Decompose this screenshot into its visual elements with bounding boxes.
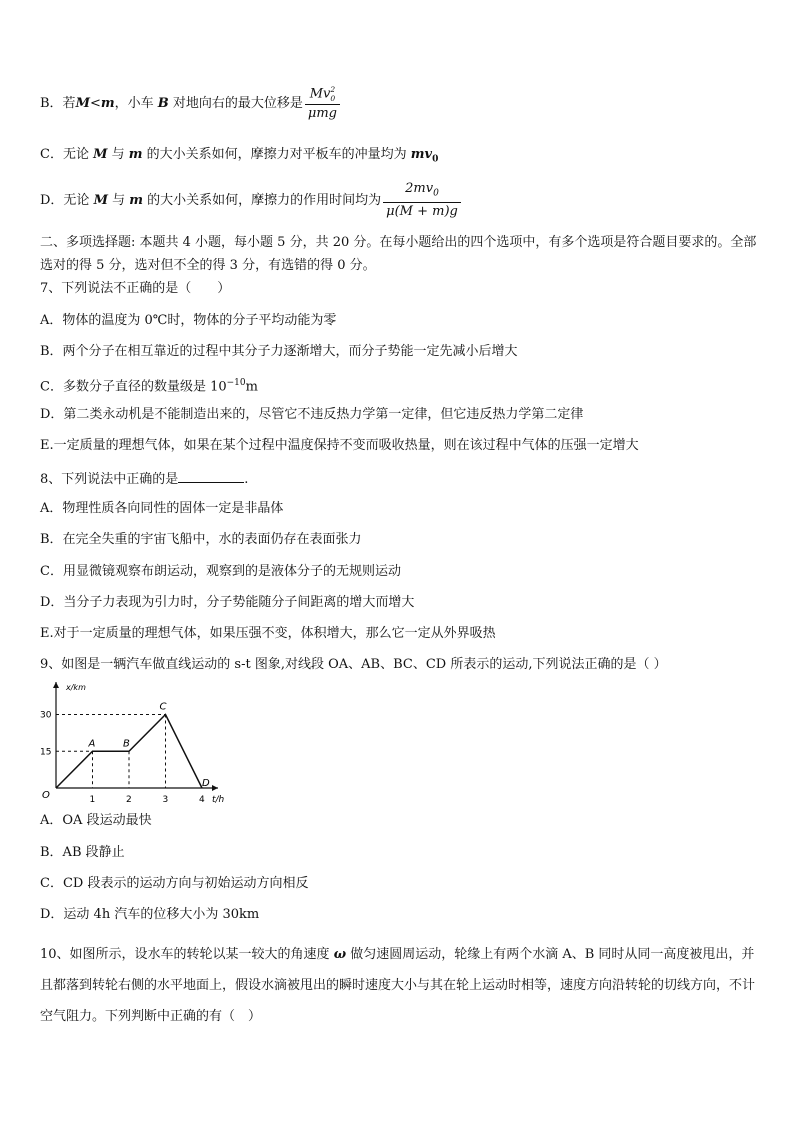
q9-option-c: C．CD 段表示的运动方向与初始运动方向相反 [40, 876, 309, 891]
q7-option-d: D．第二类永动机是不能制造出来的，尽管它不违反热力学第一定律，但它违反热力学第二定律 [40, 407, 584, 422]
var-M: M [93, 147, 108, 162]
frac-b-sup: 2 [330, 85, 336, 94]
y-tick-label: 30 [40, 710, 52, 721]
x-axis-label: t/h [212, 795, 225, 804]
q7-option-c [40, 375, 258, 395]
option-d-prefix: D．无论 [40, 193, 94, 208]
frac-b-den: μmg [307, 106, 338, 121]
option-b-prefix: B．若 [40, 96, 76, 111]
q8-stem-end: . [244, 472, 249, 487]
cond-rhs: m [100, 96, 115, 111]
option-d-text: 的大小关系如何，摩擦力的作用时间均为 [142, 193, 382, 208]
q8-option-b: B．在完全失重的宇宙飞船中，水的表面仍存在表面张力 [40, 532, 362, 547]
impulse-value: mv [410, 147, 433, 162]
s-t-graph [36, 676, 236, 804]
option-d-prev [40, 180, 463, 222]
frac-b-sub: 0 [330, 94, 336, 103]
q9-stem: 9、如图是一辆汽车做直线运动的 s-t 图象,对线段 OA、AB、BC、CD 所表示的运动,下列说法正确的是（ ） [40, 657, 667, 672]
option-d-mid: 与 [107, 193, 130, 208]
q8-option-c: C．用显微镜观察布朗运动，观察到的是液体分子的无规则运动 [40, 564, 401, 579]
x-tick-label: 1 [89, 795, 96, 804]
q7-option-a: A．物体的温度为 0℃时，物体的分子平均动能为零 [40, 313, 337, 328]
q8-stem [40, 470, 248, 488]
x-tick-label: 3 [162, 795, 169, 804]
y-axis-label: x/km [66, 683, 86, 692]
frac-d-den: μ(M + m)g [386, 204, 458, 220]
q10-text-1: 10、如图所示，设水车的转轮以某一较大的角速度 [40, 947, 334, 962]
q10-text-2: 做匀速圆周运动，轮缘上有两个水滴 A、B 同时从同一高度被甩出，并且都落到转轮右侧的水平地面上，假设水滴被甩出的瞬时速度大小与其在轮上运动时相等，速度方向沿转轮的切线方向，不计空气阻力。下列判断中正确的有（ ） [40, 947, 756, 1024]
frac-d-sub: 0 [433, 188, 439, 199]
q8-option-d: D．当分子力表现为引力时，分子势能随分子间距离的增大而增大 [40, 595, 415, 610]
frac-d-num: 2mv [405, 180, 434, 196]
x-tick-label: 4 [199, 795, 205, 804]
q7-c-text: C．多数分子直径的数量级是 10 [40, 379, 227, 395]
x-tick-label: 2 [126, 795, 132, 804]
option-c-text: 的大小关系如何，摩擦力对平板车的冲量均为 [142, 147, 411, 162]
omega-symbol: ω [333, 947, 347, 962]
y-axis-arrow [53, 682, 59, 688]
section-2-text: 二、多项选择题: 本题共 4 小题，每小题 5 分，共 20 分。在每小题给出的四个选项中，有多个选项是符合题目要求的。全部选对的得 5 分，选对但不全的得 3 分，有选错的得 0 分。 [40, 235, 757, 273]
cond-lhs: M [75, 96, 90, 111]
q8-option-e: E.对于一定质量的理想气体，如果压强不变，体积增大，那么它一定从外界吸热 [40, 626, 496, 641]
option-b-text2: 对地向右的最大位移是 [168, 96, 303, 111]
q9-option-d: D．运动 4h 汽车的位移大小为 30km [40, 907, 260, 922]
point-label: C [159, 701, 167, 713]
fraction-b [305, 85, 340, 122]
q8-stem-text: 8、下列说法中正确的是 [40, 472, 179, 487]
option-b-prev [40, 84, 342, 124]
q8-option-a: A．物理性质各向同性的固体一定是非晶体 [40, 501, 284, 516]
frac-b-num: Mv [309, 86, 331, 102]
q10-stem [40, 939, 758, 1032]
option-c-prev [40, 147, 438, 168]
option-c-mid: 与 [107, 147, 129, 162]
point-label: B [123, 738, 130, 750]
q9-option-b: B．AB 段静止 [40, 845, 125, 860]
var-M-d: M [93, 193, 108, 208]
q9-option-a: A．OA 段运动最快 [40, 813, 152, 828]
var-m: m [128, 147, 143, 162]
point-label: D [202, 778, 210, 789]
answer-blank [178, 470, 244, 483]
var-m-d: m [129, 193, 143, 208]
q7-c-unit: m [245, 379, 258, 395]
q7-c-exponent: −10 [226, 378, 246, 388]
q7-option-e: E.一定质量的理想气体，如果在某个过程中温度保持不变而吸收热量，则在该过程中气体的压强一定增大 [40, 438, 639, 453]
x-axis-arrow [212, 785, 218, 791]
point-label: O [42, 790, 50, 801]
impulse-sub: 0 [432, 154, 439, 165]
option-b-text: ，小车 [114, 96, 158, 111]
option-c-prefix: C．无论 [40, 147, 94, 162]
cond-op: < [89, 96, 101, 111]
fraction-d [383, 181, 461, 221]
point-label: A [88, 738, 96, 750]
q7-option-b: B．两个分子在相互靠近的过程中其分子力逐渐增大，而分子势能一定先减小后增大 [40, 344, 518, 359]
y-tick-label: 15 [40, 747, 52, 758]
section-2-heading [40, 231, 758, 277]
q7-stem: 7、下列说法不正确的是（ ） [40, 281, 231, 296]
car-label: B [157, 96, 169, 111]
